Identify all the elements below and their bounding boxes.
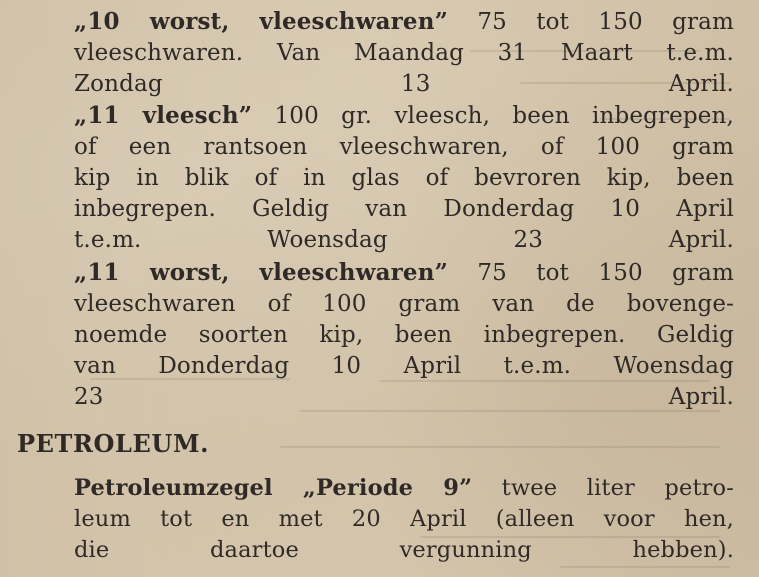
line-text: noemde soorten kip, been inbegrepen. Geldig — [74, 322, 734, 348]
item-lead: „10 worst, vleeschwaren” — [74, 8, 448, 35]
text-line — [74, 320, 734, 351]
line-text: vleeschwaren. Van Maandag 31 Maart t.e.m. — [74, 40, 734, 66]
text-line — [74, 504, 734, 535]
text-line — [74, 100, 734, 132]
line-text: die daartoe vergunning hebben). — [74, 537, 734, 563]
item-lead: Petroleumzegel „Periode 9” — [74, 475, 473, 501]
line-text: vleeschwaren of 100 gram van de bovenge- — [74, 291, 734, 317]
paragraph-11-worst — [74, 257, 734, 413]
line-text: 23 April. — [74, 384, 734, 410]
line-text: twee liter petro- — [472, 475, 734, 501]
paragraph-11-vleesch — [74, 100, 734, 256]
text-line — [74, 382, 734, 413]
line-text: t.e.m. Woensdag 23 April. — [74, 227, 734, 253]
section-heading-petroleum: PETROLEUM. — [17, 429, 210, 458]
text-line — [74, 194, 734, 225]
paragraph-10-worst — [74, 6, 734, 100]
line-text: 75 tot 150 gram — [447, 9, 734, 35]
line-text: 75 tot 150 gram — [447, 260, 734, 286]
line-text: Zondag 13 April. — [74, 71, 734, 97]
text-line — [74, 257, 734, 289]
line-text: van Donderdag 10 April t.e.m. Woensdag — [74, 353, 734, 379]
line-text: of een rantsoen vleeschwaren, of 100 gram — [74, 134, 734, 160]
text-line — [74, 535, 734, 566]
line-text: inbegrepen. Geldig van Donderdag 10 April — [74, 196, 734, 222]
paragraph-petroleum — [74, 473, 734, 566]
text-line — [74, 132, 734, 163]
text-line — [74, 289, 734, 320]
line-text: leum tot en met 20 April (alleen voor hen, — [74, 506, 734, 532]
text-line — [74, 69, 734, 100]
text-line — [74, 351, 734, 382]
item-lead: „11 worst, vleeschwaren” — [74, 259, 448, 286]
line-text: 100 gr. vleesch, been inbegrepen, — [252, 103, 734, 129]
text-line — [74, 6, 734, 38]
line-text: kip in blik of in glas of bevroren kip, been — [74, 165, 734, 191]
text-line — [74, 225, 734, 256]
text-line — [74, 473, 734, 504]
text-line — [74, 163, 734, 194]
text-line — [74, 38, 734, 69]
item-lead: „11 vleesch” — [74, 102, 253, 129]
